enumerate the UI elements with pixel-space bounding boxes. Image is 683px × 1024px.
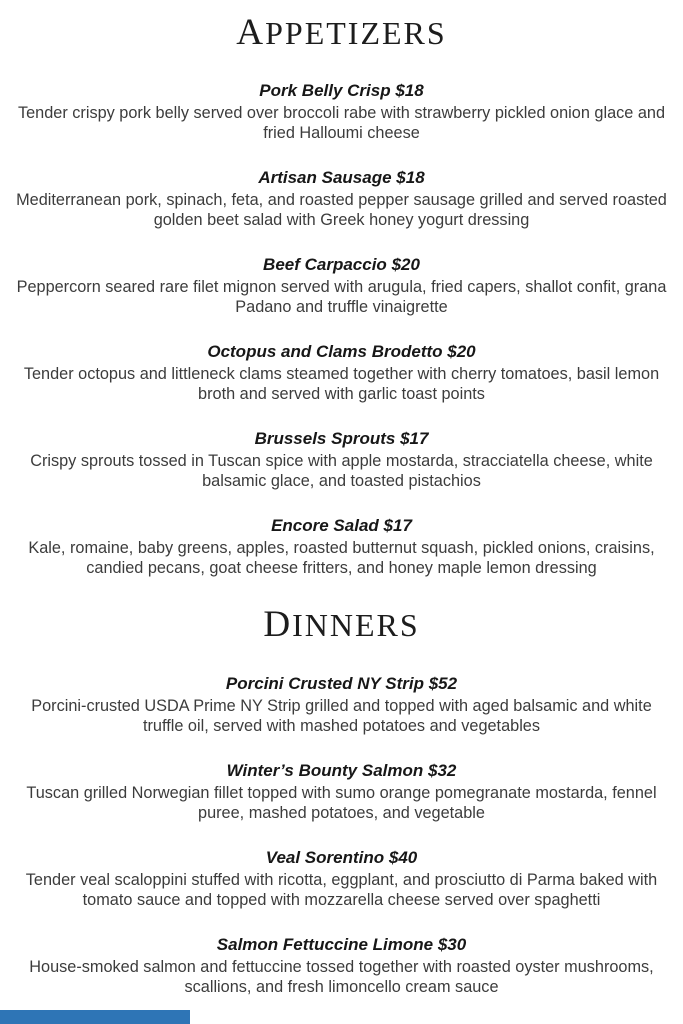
item-price: $18 [395, 81, 424, 101]
menu-item [10, 515, 674, 578]
item-description: Crispy sprouts tossed in Tuscan spice with apple mostarda, stracciatella cheese, white balsamic glace, and toasted pistachios [30, 452, 653, 491]
section-title: DINNERS [263, 604, 420, 646]
item-name-line [10, 847, 674, 868]
item-description: Mediterranean pork, spinach, feta, and roasted pepper sausage grilled and served roasted golden beet salad with Greek honey yogurt dressing [16, 191, 667, 230]
menu [10, 0, 674, 997]
menu-section [10, 602, 674, 996]
item-price: $20 [447, 342, 476, 362]
menu-item [10, 760, 674, 823]
item-name-line [10, 428, 674, 449]
item-price: $17 [400, 429, 429, 449]
item-name-line [10, 167, 674, 188]
item-price: $17 [383, 516, 412, 536]
item-name-line [10, 934, 674, 955]
item-name: Beef Carpaccio [263, 255, 387, 275]
item-price: $20 [391, 255, 420, 275]
menu-item [10, 428, 674, 491]
item-description: Tender octopus and littleneck clams steamed together with cherry tomatoes, basil lemon broth and served with garlic toast points [23, 365, 660, 404]
menu-section [10, 10, 674, 578]
item-price: $32 [428, 760, 457, 780]
menu-item [10, 847, 674, 910]
item-price: $30 [437, 934, 467, 954]
item-price: $18 [396, 168, 425, 188]
menu-item [10, 673, 674, 736]
item-name-line [10, 254, 674, 275]
item-name: Brussels Sprouts [254, 429, 396, 449]
item-name: Veal Sorentino [265, 847, 385, 867]
item-name-line [10, 760, 674, 781]
item-name: Encore Salad [271, 516, 379, 536]
item-name: Salmon Fettuccine Limone [216, 934, 434, 954]
item-name-line [10, 673, 674, 694]
item-description: Tender crispy pork belly served over broccoli rabe with strawberry pickled onion glace and fried Halloumi cheese [17, 104, 666, 143]
item-description: Tender veal scaloppini stuffed with ricotta, eggplant, and prosciutto di Parma baked with tomato sauce and topped with mozzarella cheese served over spaghetti [25, 870, 658, 909]
item-description: Tuscan grilled Norwegian fillet topped with sumo orange pomegranate mostarda, fennel puree, mashed potatoes, and vegetable [26, 783, 657, 822]
menu-item [10, 934, 674, 997]
item-name: Octopus and Clams Brodetto [207, 342, 443, 362]
item-price: $40 [388, 847, 418, 867]
menu-item [10, 254, 674, 317]
section-title: APPETIZERS [236, 12, 447, 53]
item-description: Kale, romaine, baby greens, apples, roasted butternut squash, pickled onions, craisins, candied pecans, goat cheese fritters, and honey maple lemon dressing [28, 539, 655, 578]
item-name-line [10, 341, 674, 362]
item-name: Pork Belly Crisp [259, 81, 391, 101]
item-description: House-smoked salmon and fettuccine tossed together with roasted oyster mushrooms, scallions, and fresh limoncello cream sauce [29, 957, 654, 996]
item-name-line [10, 515, 674, 536]
footer-accent-bar [0, 1010, 190, 1024]
menu-item [10, 167, 674, 230]
item-description: Porcini-crusted USDA Prime NY Strip grilled and topped with aged balsamic and white truffle oil, served with mashed potatoes and vegetables [31, 696, 652, 735]
item-name: Artisan Sausage [258, 168, 392, 188]
menu-item [10, 341, 674, 404]
item-name: Porcini Crusted NY Strip [225, 673, 424, 693]
item-price: $52 [428, 673, 458, 693]
item-name: Winter’s Bounty Salmon [226, 760, 424, 780]
menu-item [10, 80, 674, 143]
section-items [10, 80, 674, 578]
item-description: Peppercorn seared rare filet mignon served with arugula, fried capers, shallot confit, grana Padano and truffle vinaigrette [16, 278, 667, 317]
section-items [10, 673, 674, 997]
item-name-line [10, 80, 674, 101]
